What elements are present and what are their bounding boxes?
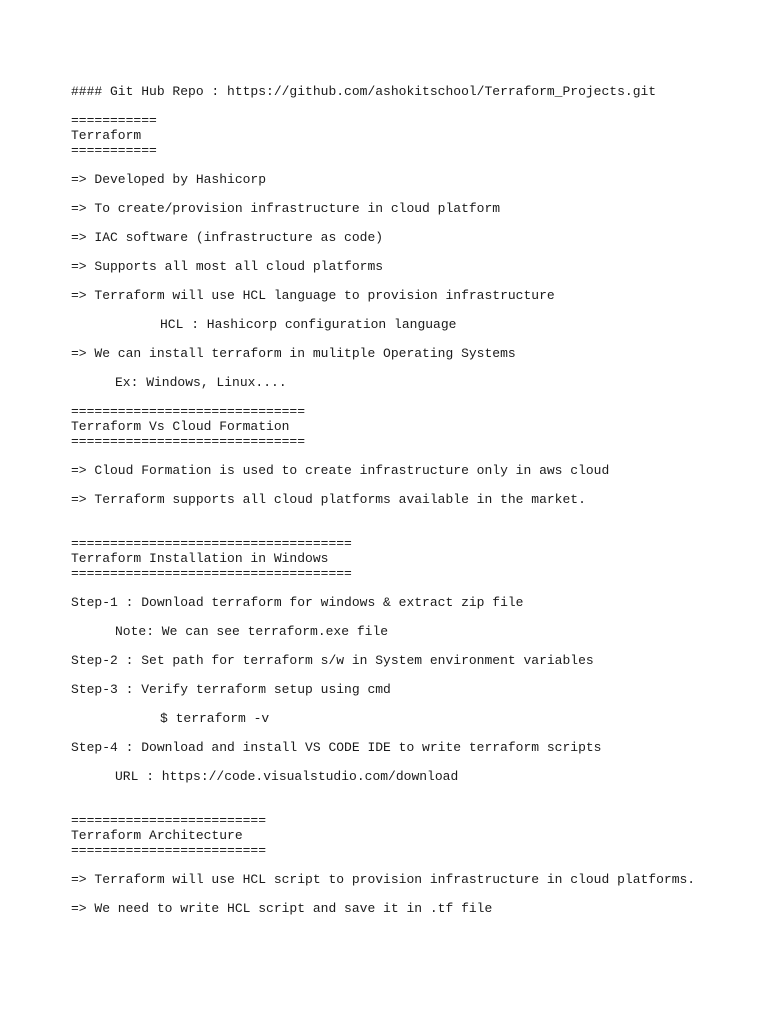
url-line: URL : https://code.visualstudio.com/download [115,769,459,784]
section-rule-bottom: ============================== [71,434,306,449]
section-heading-vs-cloudformation: Terraform Vs Cloud Formation [71,419,290,434]
text-line: => Supports all most all cloud platforms [71,259,384,274]
step-line: Step-1 : Download terraform for windows & extract zip file [71,595,524,610]
section-rule-bottom: =========== [71,143,157,158]
text-line: => Cloud Formation is used to create infrastructure only in aws cloud [71,463,610,478]
text-line: => Terraform will use HCL language to provision infrastructure [71,288,555,303]
document-page [71,84,751,916]
text-line: => Developed by Hashicorp [71,172,267,187]
repo-line: #### Git Hub Repo : https://github.com/ashokitschool/Terraform_Projects.git [71,84,657,99]
text-line-indented: Ex: Windows, Linux.... [115,375,287,390]
text-line: => To create/provision infrastructure in cloud platform [71,201,501,216]
section-heading-architecture: Terraform Architecture [71,828,243,843]
step-line: Step-2 : Set path for terraform s/w in System environment variables [71,653,594,668]
section-heading-terraform: Terraform [71,128,142,143]
section-rule-top: ========================= [71,813,267,828]
section-rule-top: ==================================== [71,536,352,551]
text-line: => Terraform will use HCL script to provision infrastructure in cloud platforms. [71,872,696,887]
section-rule-bottom: ========================= [71,843,267,858]
text-line: => We need to write HCL script and save it in .tf file [71,901,493,916]
text-line: => Terraform supports all cloud platforms available in the market. [71,492,586,507]
step-line: Step-3 : Verify terraform setup using cmd [71,682,391,697]
text-line: => IAC software (infrastructure as code) [71,230,384,245]
text-line: => We can install terraform in mulitple Operating Systems [71,346,516,361]
text-line-indented: HCL : Hashicorp configuration language [160,317,457,332]
step-line: Step-4 : Download and install VS CODE IDE to write terraform scripts [71,740,602,755]
section-rule-top: ============================== [71,404,306,419]
section-heading-installation: Terraform Installation in Windows [71,551,329,566]
text-line-indented: Note: We can see terraform.exe file [115,624,389,639]
command-line: $ terraform -v [160,711,270,726]
section-rule-top: =========== [71,113,157,128]
section-rule-bottom: ==================================== [71,566,352,581]
